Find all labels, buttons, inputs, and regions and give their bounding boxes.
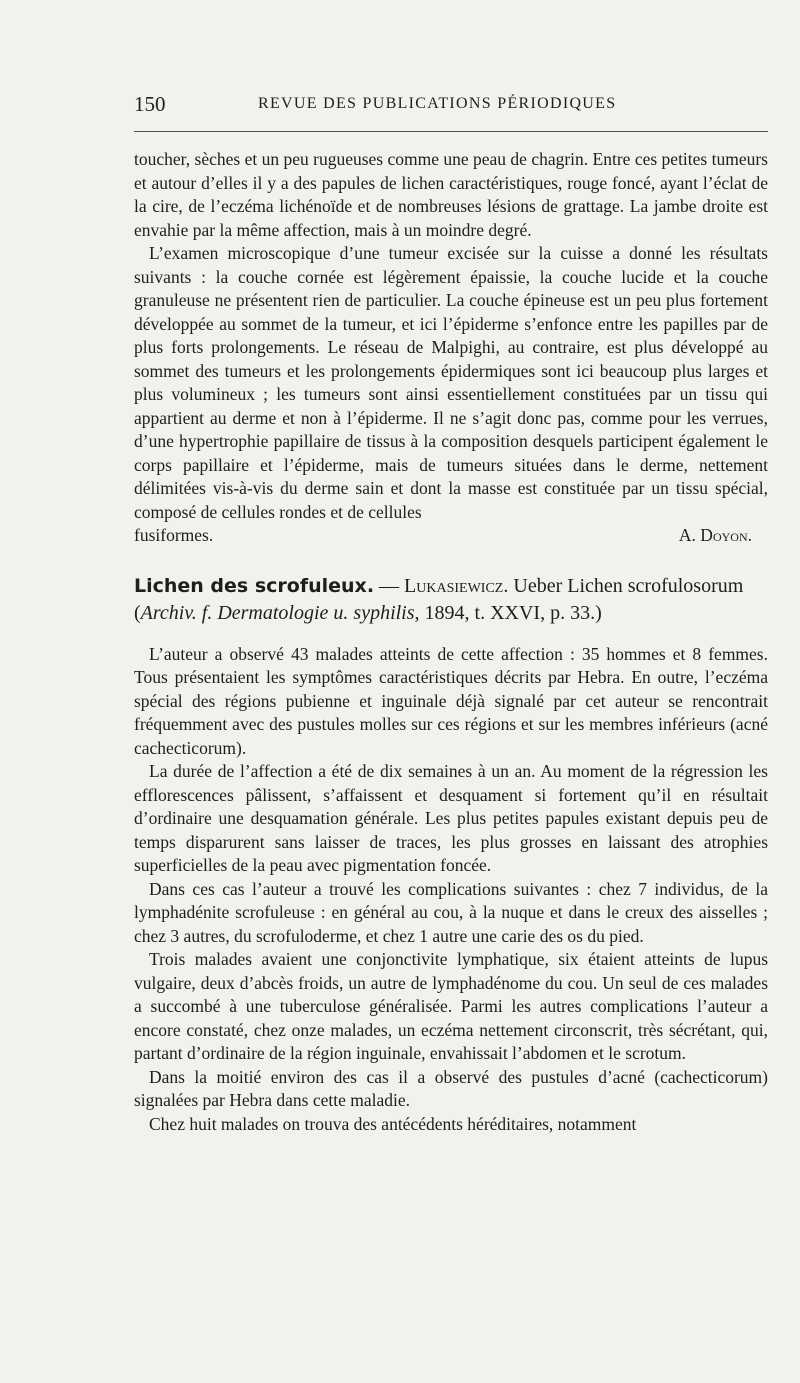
paragraph: Chez huit malades on trouva des antécédents héréditaires, notamment bbox=[149, 1113, 637, 1134]
article-title: Lichen des scrofuleux. bbox=[134, 574, 375, 597]
article-original-title: . Ueber Lichen scrofulosorum bbox=[503, 574, 744, 597]
body-text bbox=[134, 148, 768, 1136]
paragraph: Trois malades avaient une conjonctivite lymphatique, six étaient atteints de lupus vulgaire, deux d’abcès froids, un autre de lymphadénome du cou. Un seul de ces malades a succombé à une tuberculose généralisée. Parmi les autres complications l’auteur a encore constaté, chez onze malades, un eczéma nettement circonscrit, très sécrétant, qui, partant d’ordinaire de la région inguinale, envahissait l’abdomen et le scrotum. bbox=[134, 949, 768, 1063]
paragraph: Dans la moitié environ des cas il a observé des pustules d’acné (cachecticorum) signalées par Hebra dans cette maladie. bbox=[134, 1066, 768, 1110]
signature-line bbox=[134, 524, 768, 548]
page-header bbox=[134, 92, 770, 118]
paragraph-end: fusiformes. bbox=[134, 525, 214, 545]
header-rule bbox=[134, 131, 768, 132]
paragraph-continued: toucher, sèches et un peu rugueuses comme une peau de chagrin. Entre ces petites tumeurs et autour d’elles il y a des papules de lichen caractéristiques, rouge foncé, ayant l’éclat de la cire, de l’eczéma lichénoïde et de nombreuses lésions de grattage. La jambe droite est envahie par la même affection, mais à un moindre degré. bbox=[134, 149, 768, 240]
signature: A. Doyon. bbox=[678, 525, 752, 545]
article-author: Lukasiewicz bbox=[404, 574, 504, 597]
journal-name: Archiv. f. Dermatologie u. syphilis bbox=[140, 601, 415, 624]
citation-details: , 1894, t. XXVI, p. 33.) bbox=[414, 601, 602, 624]
citation-open: ( bbox=[134, 601, 141, 624]
page-number: 150 bbox=[134, 92, 166, 116]
article-heading bbox=[134, 573, 768, 627]
title-dash: — bbox=[374, 574, 405, 597]
paragraph: L’auteur a observé 43 malades atteints de cette affection : 35 hommes et 8 femmes. Tous présentaient les symptômes caractéristiques décrits par Hebra. En outre, l’eczéma spécial des régions pubienne et inguinale déjà signalé par cet auteur se rencontrait fréquemment avec des pustules molles sur ces régions et sur les membres inférieurs (acné cachecticorum). bbox=[134, 643, 768, 758]
paragraph: La durée de l’affection a été de dix semaines à un an. Au moment de la régression les efflorescences pâlissent, s’affaissent et desquament si fortement qu’il en résultait d’ordinaire une desquamation générale. Les plus petites papules existant depuis peu de temps disparurent sans laisser de traces, les plus grosses en laissant des atrophies superficielles de la peau avec pigmentation foncée. bbox=[134, 761, 768, 875]
paragraph: Dans ces cas l’auteur a trouvé les complications suivantes : chez 7 individus, de la lymphadénite scrofuleuse : en général au cou, à la nuque et dans le creux des aisselles ; chez 3 autres, du scrofuloderme, et chez 1 autre une carie des os du pied. bbox=[134, 878, 768, 946]
paragraph: L’examen microscopique d’une tumeur excisée sur la cuisse a donné les résultats suivants : la couche cornée est légèrement épaissie, la couche lucide et la couche granuleuse ne présentent rien de particulier. La couche épineuse est un peu plus fortement développée au sommet de la tumeur, et ici l’épiderme s’enfonce entre les papilles par de plus forts prolongements. Le réseau de Malpighi, au contraire, est plus développé au sommet des tumeurs et les prolongements épidermiques sont ici beaucoup plus larges et plus volumineux ; les tumeurs sont ainsi essentiellement constituées par un tissu qui appartient au derme et non à l’épiderme. Il ne s’agit donc pas, comme pour les verrues, d’une hypertrophie papillaire de tissus à la composition desquels participent également le corps papillaire et l’épiderme, mais de tumeurs situées dans le derme, nettement délimitées vis-à-vis du derme sain et dont la masse est constituée par un tissu spécial, composé de cellules rondes et de cellules bbox=[134, 243, 768, 522]
running-title: REVUE DES PUBLICATIONS PÉRIODIQUES bbox=[258, 95, 617, 112]
